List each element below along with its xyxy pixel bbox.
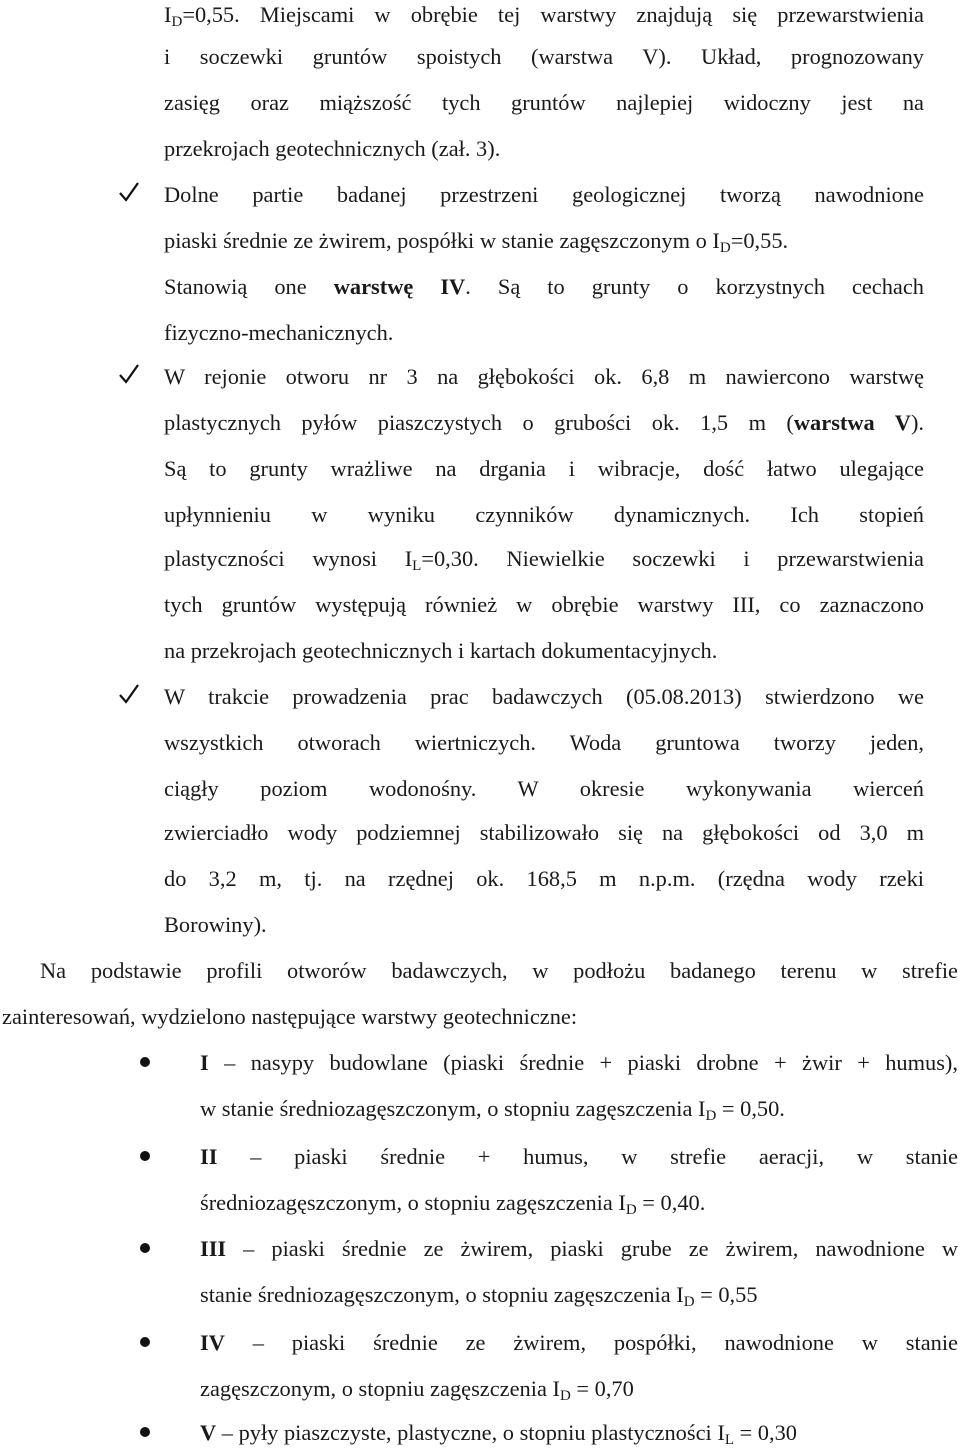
text-run: – pyły piaszczyste, plastyczne, o stopniu plastyczności I [216, 1420, 725, 1445]
layer-number: I [200, 1050, 209, 1075]
check-item-line: W trakcie prowadzenia prac badawczych (05.08.2013) stwierdzono we [164, 684, 924, 709]
bullet-dot-icon [140, 1427, 150, 1437]
text-run: = 0,30 [733, 1420, 797, 1445]
bullet-item-line [200, 1188, 705, 1218]
paragraph-line: Na podstawie profili otworów badawczych, w podłożu badanego terenu w strefie [40, 958, 958, 983]
bullet-dot-icon [140, 1337, 150, 1347]
check-mark-icon [117, 362, 141, 386]
check-item-line: do 3,2 m, tj. na rzędnej ok. 168,5 m n.p.m. (rzędna wody rzeki [164, 866, 924, 891]
bullet-item-line [200, 1280, 758, 1310]
text-run: Stanowią one [164, 274, 334, 299]
text-run: =0,30. Niewielkie soczewki i przewarstwienia [421, 546, 924, 571]
text-run: I [164, 2, 172, 27]
paragraph-line [164, 0, 924, 30]
check-item-line: W rejonie otworu nr 3 na głębokości ok. 6,8 m nawiercono warstwę [164, 364, 924, 389]
text-run: zagęszczonym, o stopniu zagęszczenia I [200, 1376, 560, 1401]
text-run: . Są to grunty o korzystnych cechach [465, 274, 925, 299]
text-run: plastyczności wynosi I [164, 546, 413, 571]
bullet-item-line [200, 1374, 634, 1404]
text-run: – nasypy budowlane (piaski średnie + piaski drobne + żwir + humus), [208, 1050, 958, 1075]
subscript: D [171, 14, 183, 30]
bullet-dot-icon [140, 1243, 150, 1253]
text-run: średniozagęszczonym, o stopniu zagęszczenia I [200, 1190, 626, 1215]
check-item-line: ciągły poziom wodonośny. W okresie wykonywania wierceń [164, 776, 924, 801]
check-item-line: Dolne partie badanej przestrzeni geologicznej tworzą nawodnione [164, 182, 924, 207]
check-mark-icon [117, 180, 141, 204]
text-run: =0,55. [730, 228, 789, 253]
check-item-line [164, 226, 788, 256]
layer-number: III [200, 1236, 227, 1261]
text-run: w stanie średniozagęszczonym, o stopniu zagęszczenia I [200, 1096, 706, 1121]
bold-run: warstwa V [793, 410, 911, 435]
text-run: = 0,70 [570, 1376, 634, 1401]
text-run: piaski średnie ze żwirem, pospółki w stanie zagęszczonym o I [164, 228, 720, 253]
subscript: D [559, 1388, 571, 1404]
check-mark-icon [117, 682, 141, 706]
check-item-line: tych gruntów występują również w obrębie warstwy III, co zaznaczono [164, 592, 924, 617]
paragraph-line: i soczewki gruntów spoistych (warstwa V). Układ, prognozowany [164, 44, 924, 69]
check-item-line: upłynnieniu w wyniku czynników dynamicznych. Ich stopień [164, 502, 924, 527]
paragraph-line: przekrojach geotechnicznych (zał. 3). [164, 136, 501, 161]
text-run: =0,55. Miejscami w obrębie tej warstwy znajdują się przewarstwienia [182, 2, 924, 27]
subscript: D [719, 240, 731, 256]
paragraph-line: zainteresowań, wydzielono następujące warstwy geotechniczne: [2, 1004, 578, 1029]
bullet-dot-icon [140, 1057, 150, 1067]
text-run: ). [910, 410, 924, 435]
check-item-line [164, 544, 924, 574]
check-item-line: Są to grunty wrażliwe na drgania i wibracje, dość łatwo ulegające [164, 456, 924, 481]
text-run: = 0,50. [716, 1096, 785, 1121]
check-item-line: zwierciadło wody podziemnej stabilizowało się na głębokości od 3,0 m [164, 820, 924, 845]
bullet-item-line [200, 1142, 958, 1172]
layer-number: V [200, 1420, 217, 1445]
check-item-line: wszystkich otworach wiertniczych. Woda gruntowa tworzy jeden, [164, 730, 924, 755]
text-run: – piaski średnie + humus, w strefie aeracji, w stanie [217, 1144, 958, 1169]
text-run: – piaski średnie ze żwirem, pospółki, nawodnione w stanie [224, 1330, 958, 1355]
layer-number: IV [200, 1330, 225, 1355]
check-item-line [164, 272, 924, 302]
bold-run: warstwę IV [333, 274, 466, 299]
text-run: stanie średniozagęszczonym, o stopniu zagęszczenia I [200, 1282, 684, 1307]
bullet-item-line [200, 1328, 958, 1358]
check-item-line: na przekrojach geotechnicznych i kartach dokumentacyjnych. [164, 638, 718, 663]
bullet-item-line [200, 1418, 797, 1448]
paragraph-line: zasięg oraz miąższość tych gruntów najlepiej widoczny jest na [164, 90, 924, 115]
bullet-dot-icon [140, 1151, 150, 1161]
bullet-item-line [200, 1094, 785, 1124]
layer-number: II [200, 1144, 218, 1169]
text-run: – piaski średnie ze żwirem, piaski grube ze żwirem, nawodnione w [226, 1236, 958, 1261]
subscript: D [705, 1108, 717, 1124]
bullet-item-line [200, 1048, 958, 1078]
bullet-item-line [200, 1234, 958, 1264]
check-item-line: fizyczno-mechanicznych. [164, 320, 394, 345]
subscript: D [625, 1202, 637, 1218]
text-run: = 0,55 [694, 1282, 758, 1307]
text-run: plastycznych pyłów piaszczystych o grubości ok. 1,5 m ( [164, 410, 794, 435]
text-run: = 0,40. [636, 1190, 706, 1215]
subscript: L [724, 1432, 734, 1448]
check-item-line: Borowiny). [164, 912, 267, 937]
subscript: D [683, 1294, 695, 1310]
check-item-line [164, 408, 924, 438]
subscript: L [412, 558, 422, 574]
